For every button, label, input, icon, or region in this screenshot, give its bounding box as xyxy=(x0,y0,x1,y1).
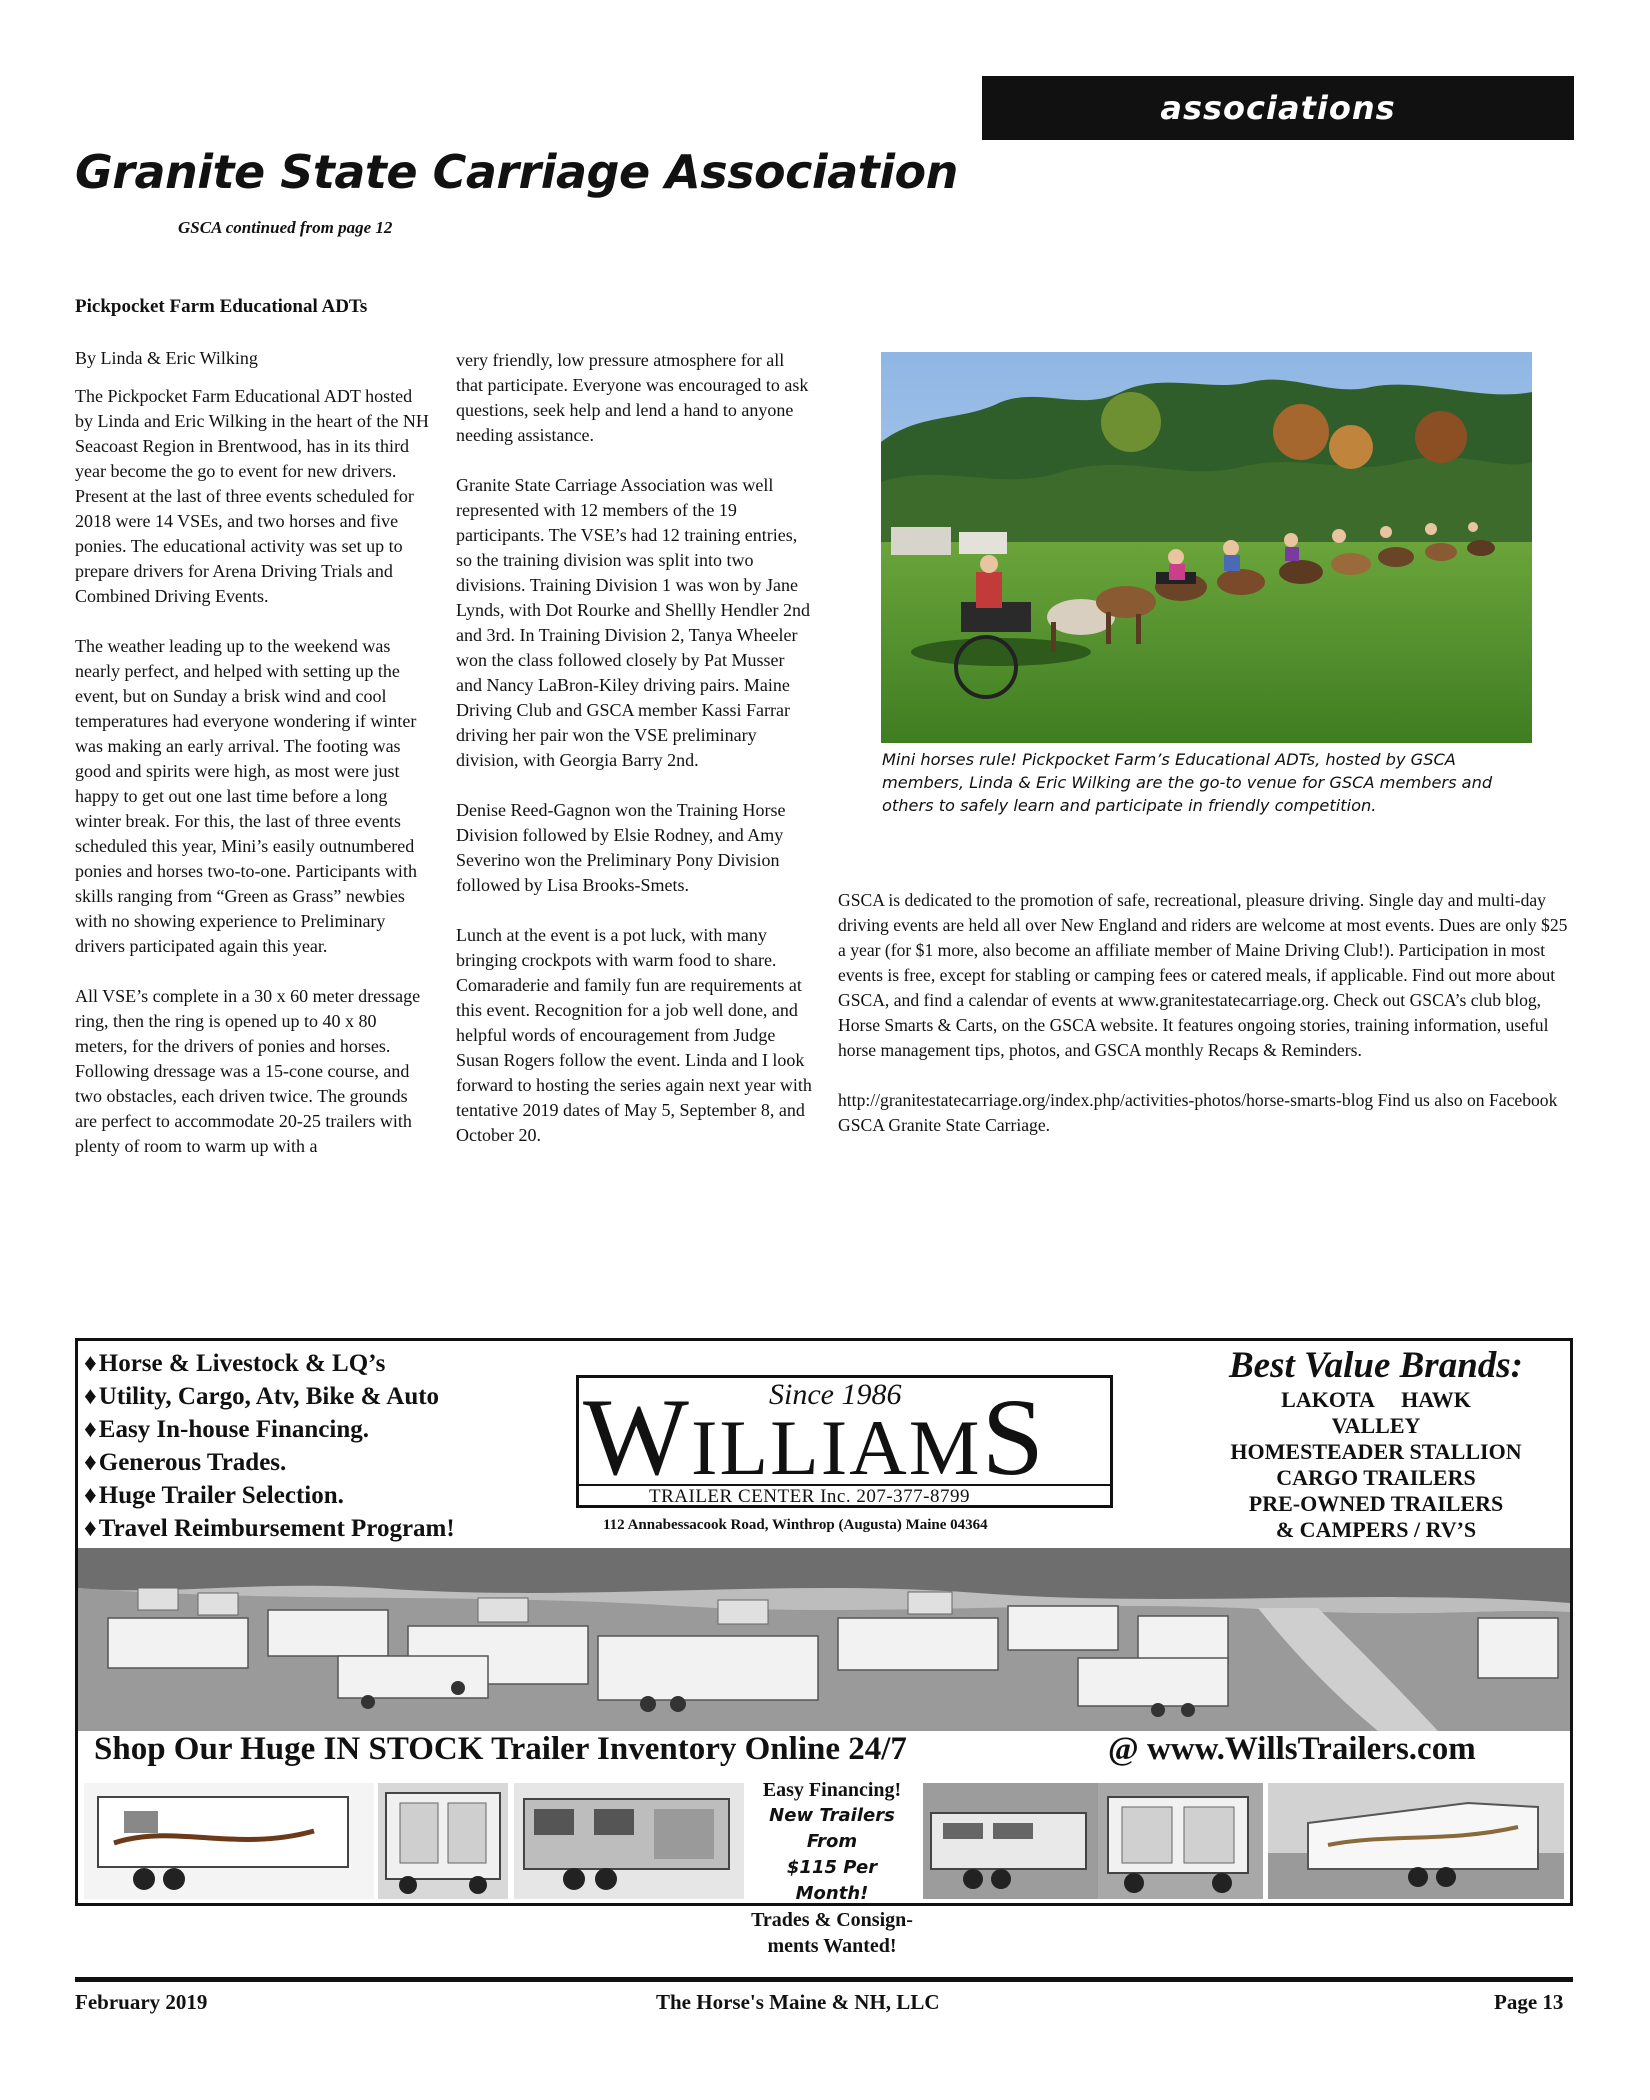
ad-feature-item: ♦Travel Reimbursement Program! xyxy=(84,1515,455,1542)
williams-logo xyxy=(576,1375,1113,1508)
paragraph: very friendly, low pressure atmosphere for all that participate. Everyone was encouraged to ask questions, seek help and lend a hand to anyone needing assistance. xyxy=(456,350,809,445)
promo-line: Trades & Consign- xyxy=(751,1909,913,1931)
paragraph: Granite State Carriage Association was well represented with 12 members of the 19 participants. The VSE’s had 12 training entries, so the training division was split into two divisions. Training Division 1 was won by Jane Lynds, with Dot Rourke and Shellly Hendler 2nd and 3rd. In Training Division 2, Tanya Wheeler won the class followed closely by Pat Musser and Nancy LaBron-Kiley driving pairs. Maine Driving Club and GSCA member Kassi Farrar driving her pair won the VSE preliminary division, with Georgia Barry 2nd. xyxy=(456,475,810,770)
ad-address: 112 Annabessacook Road, Winthrop (Augusta) Maine 04364 xyxy=(603,1517,988,1533)
brand-item: & CAMPERS / RV’S xyxy=(1275,1517,1477,1542)
brand-item: PRE-OWNED TRAILERS xyxy=(1248,1491,1504,1516)
trailer-thumbnail xyxy=(514,1783,744,1899)
logo-since: Since 1986 xyxy=(769,1378,902,1411)
footer-date: February 2019 xyxy=(75,1990,208,2014)
living-quarters-trailer-image xyxy=(84,1783,374,1899)
diamond-bullet-icon: ♦ xyxy=(84,1350,97,1377)
brand-item: VALLEY xyxy=(1331,1413,1421,1438)
promo-line: ments Wanted! xyxy=(767,1935,897,1957)
trailer-thumbnail xyxy=(84,1783,374,1899)
photo-caption: Mini horses rule! Pickpocket Farm’s Educational ADTs, hosted by GSCA members, Linda & Eric Wilking are the go-to venue for GSCA members and others to safely learn and participate in friendly competition. xyxy=(882,750,1493,815)
ad-feature-item: ♦Huge Trailer Selection. xyxy=(84,1482,344,1509)
trailer-lot-image xyxy=(78,1548,1570,1731)
paragraph: GSCA is dedicated to the promotion of safe, recreational, pleasure driving. Single day and multi-day driving events are held all over New England and riders are welcome at most events. Dues are only $25 a year (for $1 more, also become an affiliate member of Maine Driving Club!). Participation in most events is free, except for stabling or camping fees or catered meals, if applicable. Find out more about GSCA, and find a calendar of events at www.granitestatecarriage.org. Check out GSCA’s club blog, Horse Smarts & Carts, on the GSCA website. It features ongoing stories, training information, useful horse management tips, photos, and GSCA monthly Recaps & Reminders. xyxy=(838,890,1568,1060)
trailer-lot-photo xyxy=(78,1548,1570,1731)
promo-line: Easy Financing! xyxy=(762,1779,902,1801)
trailer-thumbnail xyxy=(923,1783,1098,1899)
brand-item: LAKOTA HAWK xyxy=(1281,1387,1471,1412)
promo-line: $115 Per Month! xyxy=(786,1857,878,1904)
brand-list xyxy=(1186,1345,1566,1543)
ad-feature-item: ♦Easy In-house Financing. xyxy=(84,1416,369,1443)
diamond-bullet-icon: ♦ xyxy=(84,1383,97,1410)
brand-item: CARGO TRAILERS xyxy=(1276,1465,1476,1490)
shop-url[interactable]: @ www.WillsTrailers.com xyxy=(1108,1731,1476,1767)
footer-publication: The Horse's Maine & NH, LLC xyxy=(656,1990,940,2014)
ad-feature-list xyxy=(84,1347,455,1545)
diamond-bullet-icon: ♦ xyxy=(84,1416,97,1443)
paragraph: The Pickpocket Farm Educational ADT hosted by Linda and Eric Wilking in the heart of the NH Seacoast Region in Brentwood, has in its third year become the go to event for new drivers. Present at the last of three events scheduled for 2018 were 14 VSEs, and two horses and five ponies. The educational activity was set up to prepare drivers for Arena Driving Trials and Combined Driving Events. xyxy=(75,386,429,606)
diamond-bullet-icon: ♦ xyxy=(84,1515,97,1542)
logo-wordmark: WILLIAMS xyxy=(583,1376,1047,1498)
article-column-1 xyxy=(75,384,433,1184)
article-headline: Pickpocket Farm Educational ADTs xyxy=(75,296,368,317)
horse-trailer-rear-image xyxy=(378,1783,508,1899)
promo-line: New Trailers From xyxy=(769,1805,895,1852)
trailer-thumbnail xyxy=(1268,1783,1564,1899)
footer-page-number: Page 13 xyxy=(1494,1990,1564,2014)
paragraph: http://granitestatecarriage.org/index.php/activities-photos/horse-smarts-blog Find us also on Facebook GSCA Granite State Carriage. xyxy=(838,1090,1558,1135)
fifth-wheel-camper-image xyxy=(1268,1783,1564,1899)
mini-horses-photo xyxy=(881,352,1532,743)
aluminum-horse-trailer-image xyxy=(514,1783,744,1899)
ad-feature-item: ♦Generous Trades. xyxy=(84,1449,287,1476)
logo-subtitle: TRAILER CENTER Inc. 207-377-8799 xyxy=(649,1486,971,1507)
event-photo xyxy=(881,352,1532,743)
financing-promo xyxy=(750,1777,914,1959)
paragraph: Denise Reed-Gagnon won the Training Horse Division followed by Elsie Rodney, and Amy Severino won the Preliminary Pony Division followed by Lisa Brooks-Smets. xyxy=(456,800,786,895)
article-column-2 xyxy=(456,348,814,1173)
trailer-thumbnail xyxy=(378,1783,508,1899)
paragraph: The weather leading up to the weekend was nearly perfect, and helped with setting up the event, but on Sunday a brisk wind and cool temperatures had everyone wondering if winter was making an early arrival. The footing was good and spirits were high, as most were just happy to get out one last time before a long winter break. For this, the last of three events scheduled this year, Mini’s easily outnumbered ponies and horses two-to-one. Participants with skills ranging from “Green as Grass” newbies with no showing experience to Preliminary drivers participated again this year. xyxy=(75,636,417,956)
ad-feature-item: ♦Horse & Livestock & LQ’s xyxy=(84,1350,386,1377)
trailer-thumbnail xyxy=(1098,1783,1263,1899)
article-byline: By Linda & Eric Wilking xyxy=(75,348,258,368)
diamond-bullet-icon: ♦ xyxy=(84,1449,97,1476)
page-title: Granite State Carriage Association xyxy=(75,145,958,199)
paragraph: Lunch at the event is a pot luck, with many bringing crockpots with warm food to share. Comaraderie and family fun are requirements at this event. Recognition for a job well done, and helpful words of encouragement from Judge Susan Rogers follow the event. Linda and I look forward to hosting the series again next year with tentative 2019 dates of May 5, September 8, and October 20. xyxy=(456,925,812,1145)
shop-online-line: Shop Our Huge IN STOCK Trailer Inventory Online 24/7 xyxy=(94,1731,907,1767)
article-column-3 xyxy=(838,888,1568,1163)
williams-trailer-ad xyxy=(75,1338,1573,1957)
ad-feature-item: ♦Utility, Cargo, Atv, Bike & Auto xyxy=(84,1383,440,1410)
paragraph: All VSE’s complete in a 30 x 60 meter dressage ring, then the ring is opened up to 40 x 80 meters, for the drivers of ponies and horses. Following dressage was a 15-cone course, and two obstacles, each driven twice. The grounds are perfect to accommodate 20-25 trailers with plenty of room to warm up with a xyxy=(75,986,421,1156)
brand-heading: Best Value Brands: xyxy=(1228,1345,1523,1386)
section-tab: associations xyxy=(982,76,1574,140)
continued-note: GSCA continued from page 12 xyxy=(178,218,393,237)
stock-trailer-image xyxy=(923,1783,1098,1899)
two-horse-trailer-image xyxy=(1098,1783,1263,1899)
brand-item: HOMESTEADER STALLION xyxy=(1230,1439,1522,1464)
diamond-bullet-icon: ♦ xyxy=(84,1482,97,1509)
footer-divider xyxy=(75,1977,1573,1982)
